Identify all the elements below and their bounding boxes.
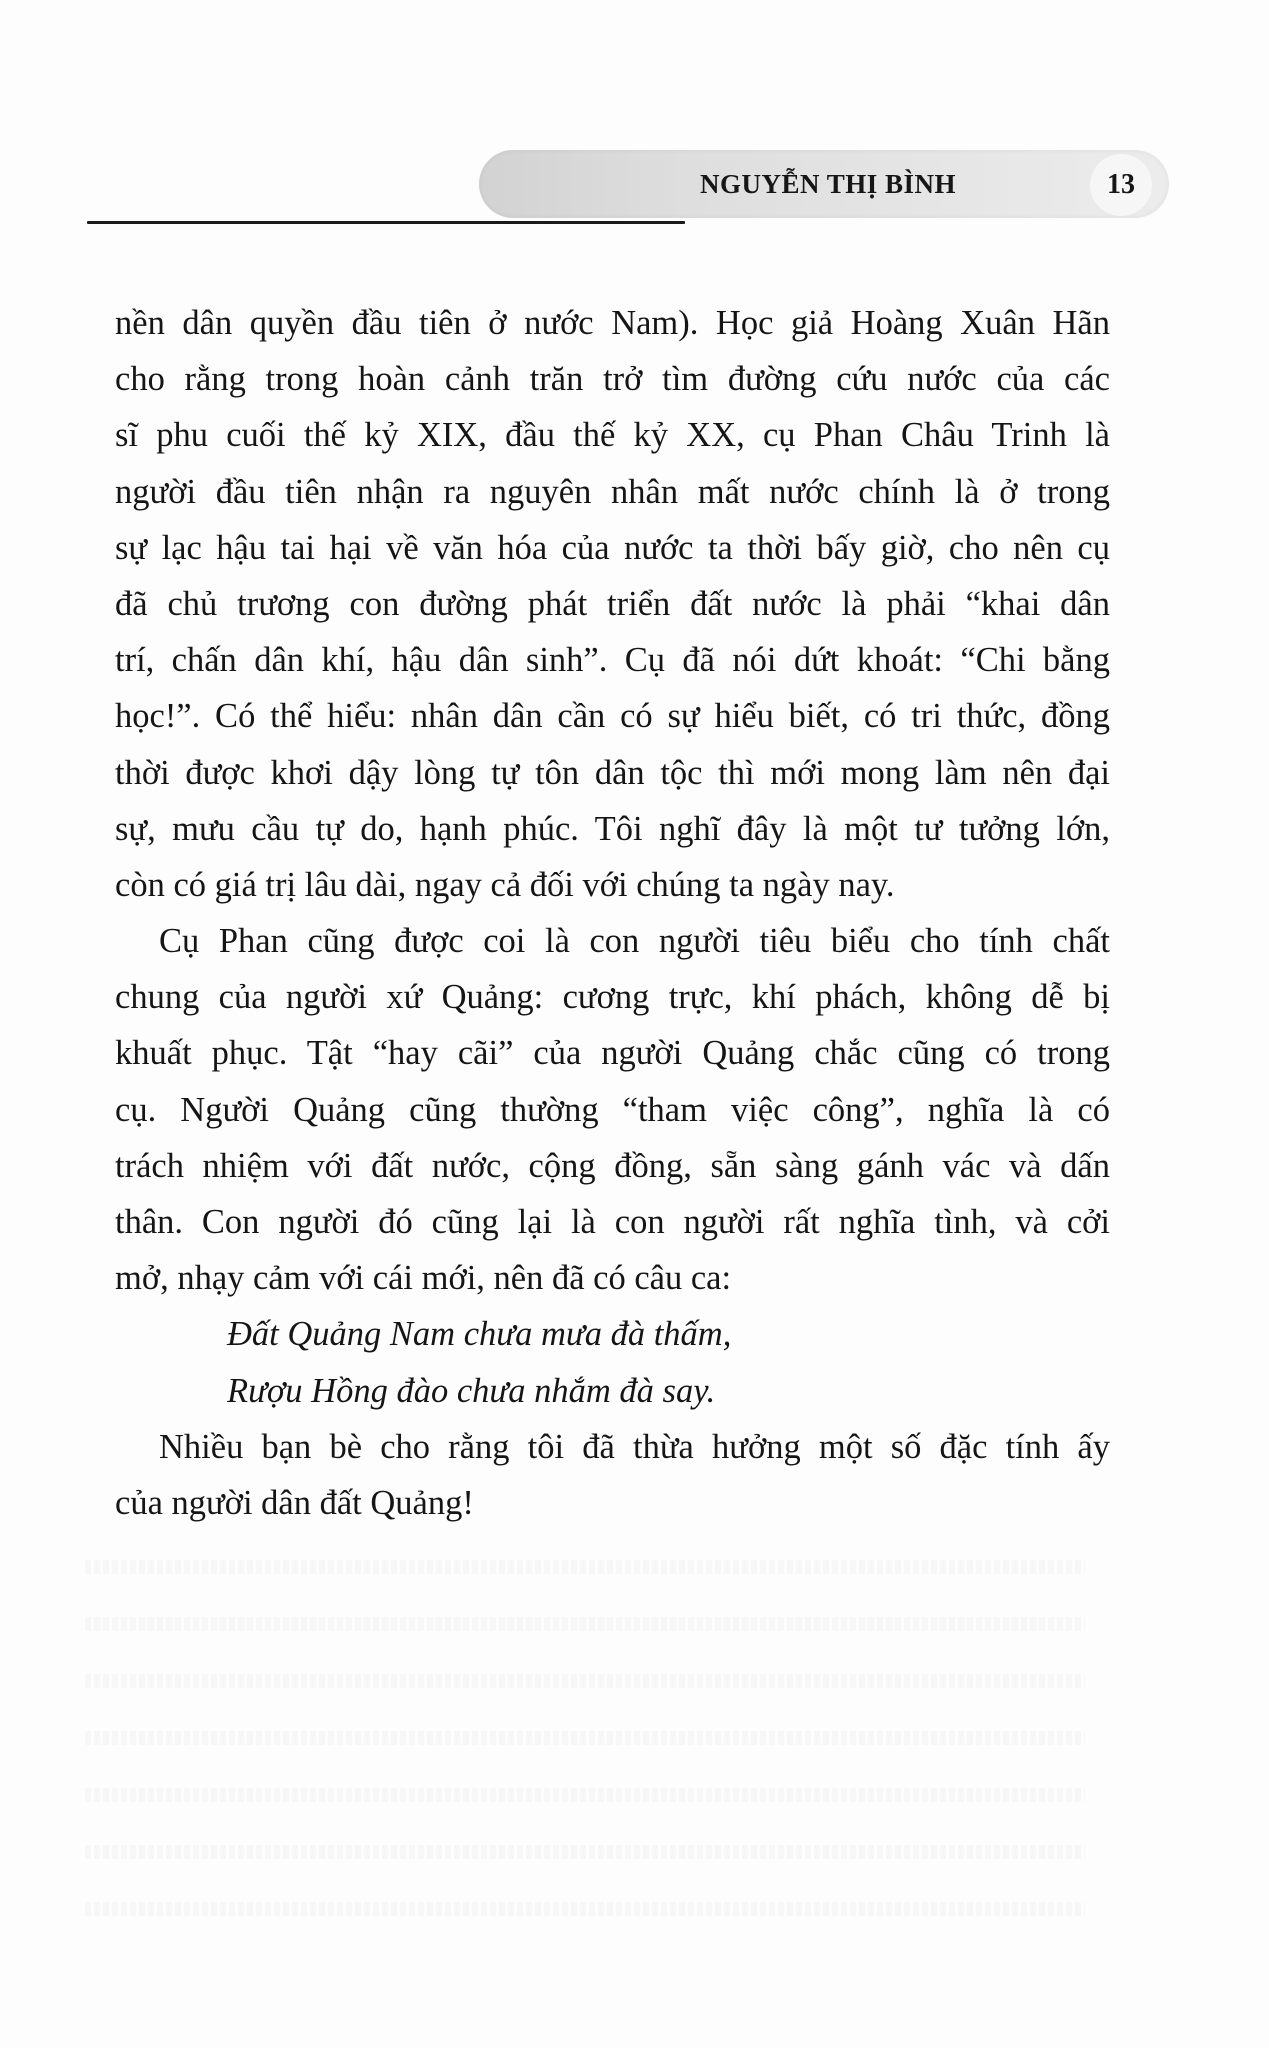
running-header-title: NGUYỄN THỊ BÌNH [700,169,957,199]
text-line: khuất phục. Tật “hay cãi” của người Quảng chắc cũng có trong [115,1034,1110,1073]
ghost-line [85,1560,1085,1574]
paragraph-1 [115,295,1110,913]
text-line: trách nhiệm với đất nước, cộng đồng, sẵn sàng gánh vác và dấn [115,1146,1110,1185]
ghost-line [85,1902,1085,1916]
text-line: học!”. Có thể hiểu: nhân dân cần có sự hiểu biết, có tri thức, đồng [115,697,1110,736]
text-line: của người dân đất Quảng! [115,1483,474,1522]
text-line: sự lạc hậu tai hại về văn hóa của nước ta thời bấy giờ, cho nên cụ [115,528,1110,567]
ghost-line [85,1617,1085,1631]
text-line: sự, mưu cầu tự do, hạnh phúc. Tôi nghĩ đây là một tư tưởng lớn, [115,809,1110,848]
text-line: Cụ Phan cũng được coi là con người tiêu biểu cho tính chất [159,922,1110,961]
text-line: cụ. Người Quảng cũng thường “tham việc công”, nghĩa là có [115,1090,1110,1129]
text-line: Nhiều bạn bè cho rằng tôi đã thừa hưởng một số đặc tính ấy [159,1427,1110,1466]
text-line: thân. Con người đó cũng lại là con người rất nghĩa tình, và cởi [115,1203,1110,1241]
ghost-line [85,1674,1085,1688]
ghost-line [85,1731,1085,1745]
paragraph-2 [115,913,1110,1306]
text-line: cho rằng trong hoàn cảnh trăn trở tìm đường cứu nước của các [115,360,1110,399]
page-number-badge [1090,154,1152,216]
ghost-line [85,1788,1085,1802]
paragraph-3 [115,1419,1110,1531]
header-rule-divider [87,221,685,224]
ghost-line [85,1845,1085,1859]
folk-verse [115,1306,1110,1418]
text-line: thời được khơi dậy lòng tự tôn dân tộc thì mới mong làm nên đại [115,753,1110,792]
body-text [115,295,1110,1531]
text-line: người đầu tiên nhận ra nguyên nhân mất nước chính là ở trong [115,472,1110,511]
verse-line: Rượu Hồng đào chưa nhắm đà say. [227,1371,716,1410]
verse-line: Đất Quảng Nam chưa mưa đà thấm, [227,1315,732,1354]
paper-show-through [85,1560,1085,1959]
text-line: trí, chấn dân khí, hậu dân sinh”. Cụ đã nói dứt khoát: “Chi bằng [115,641,1110,680]
text-line: còn có giá trị lâu dài, ngay cả đối với chúng ta ngày nay. [115,865,895,904]
text-line: chung của người xứ Quảng: cương trực, khí phách, không dễ bị [115,978,1110,1017]
text-line: sĩ phu cuối thế kỷ XIX, đầu thế kỷ XX, cụ Phan Châu Trinh là [115,416,1110,455]
text-line: nền dân quyền đầu tiên ở nước Nam). Học giả Hoàng Xuân Hãn [115,304,1110,342]
page-number: 13 [1107,169,1135,200]
text-line: đã chủ trương con đường phát triển đất nước là phải “khai dân [115,584,1110,623]
text-line: mở, nhạy cảm với cái mới, nên đã có câu ca: [115,1259,732,1298]
